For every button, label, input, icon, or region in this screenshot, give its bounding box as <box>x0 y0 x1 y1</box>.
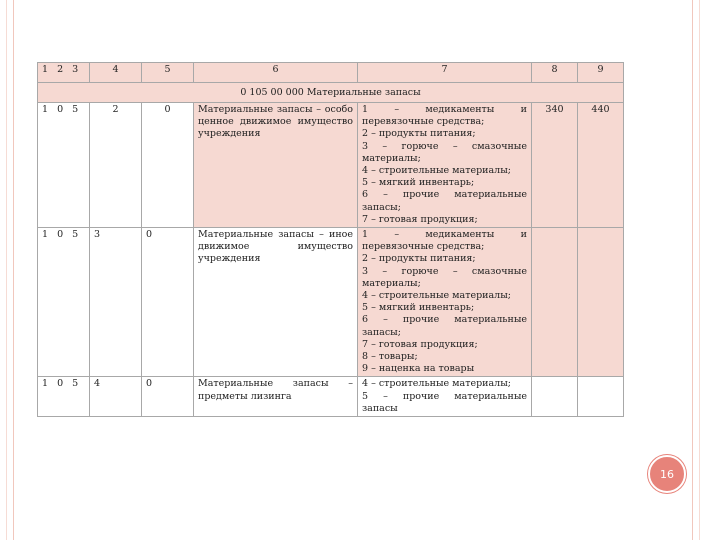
row-1-col-5: 0 <box>142 103 194 228</box>
row-3-item-1: 4 – строительные материалы; <box>362 378 511 390</box>
row-2-item-9: 9 – наценка на товары <box>362 363 475 375</box>
row-1-col-9: 440 <box>578 103 624 228</box>
section-row <box>38 83 624 103</box>
row-3-name: Материальные запасы – предметы лизинга <box>194 377 358 417</box>
row-3-items <box>358 377 532 417</box>
header-col-7: 7 <box>358 63 532 83</box>
row-2-item-1: 1 – медикаменты и перевязочные средства; <box>362 229 527 253</box>
row-2-items <box>358 228 532 377</box>
row-1-name: Материальные запасы – особо ценное движимое имущество учреждения <box>194 103 358 228</box>
row-2-col-9 <box>578 228 624 377</box>
header-col-4: 4 <box>90 63 142 83</box>
table-row <box>38 228 624 377</box>
row-2-item-2: 2 – продукты питания; <box>362 253 476 265</box>
row-1-item-1: 1 – медикаменты и перевязочные средства; <box>362 104 527 128</box>
table-row <box>38 103 624 228</box>
row-3-code: 1 0 5 <box>38 377 90 417</box>
row-2-item-4: 4 – строительные материалы; <box>362 290 511 302</box>
row-1-item-3: 3 – горюче – смазочные материалы; <box>362 140 527 164</box>
header-col-8: 8 <box>532 63 578 83</box>
row-1-code: 1 0 5 <box>38 103 90 228</box>
row-1-item-5: 5 – мягкий инвентарь; <box>362 177 475 189</box>
row-1-col-4: 2 <box>90 103 142 228</box>
row-3-col-8 <box>532 377 578 417</box>
header-col-1-3: 1 2 3 <box>38 63 90 83</box>
section-title: 0 105 00 000 Материальные запасы <box>38 83 624 103</box>
row-3-item-2: 5 – прочие материальные запасы <box>362 390 527 414</box>
row-3-col-5: 0 <box>142 377 194 417</box>
row-2-col-5: 0 <box>142 228 194 377</box>
row-2-item-6: 6 – прочие материальные запасы; <box>362 314 527 338</box>
row-3-col-4: 4 <box>90 377 142 417</box>
row-3-col-9 <box>578 377 624 417</box>
row-2-col-8 <box>532 228 578 377</box>
header-row <box>38 63 624 83</box>
table-row <box>38 377 624 417</box>
accounts-table <box>37 62 624 417</box>
row-1-col-8: 340 <box>532 103 578 228</box>
row-1-item-2: 2 – продукты питания; <box>362 128 476 140</box>
row-2-item-5: 5 – мягкий инвентарь; <box>362 302 475 314</box>
header-col-9: 9 <box>578 63 624 83</box>
header-col-5: 5 <box>142 63 194 83</box>
row-1-item-7: 7 – готовая продукция; <box>362 213 478 225</box>
row-2-name: Материальные запасы – иное движимое имущество учреждения <box>194 228 358 377</box>
row-2-item-8: 8 – товары; <box>362 351 418 363</box>
row-1-item-6: 6 – прочие материальные запасы; <box>362 189 527 213</box>
row-1-items <box>358 103 532 228</box>
row-1-item-4: 4 – строительные материалы; <box>362 165 511 177</box>
row-2-item-7: 7 – готовая продукция; <box>362 338 478 350</box>
header-col-6: 6 <box>194 63 358 83</box>
row-2-item-3: 3 – горюче – смазочные материалы; <box>362 265 527 289</box>
page-number-badge: 16 <box>648 455 686 493</box>
row-2-col-4: 3 <box>90 228 142 377</box>
row-2-code: 1 0 5 <box>38 228 90 377</box>
